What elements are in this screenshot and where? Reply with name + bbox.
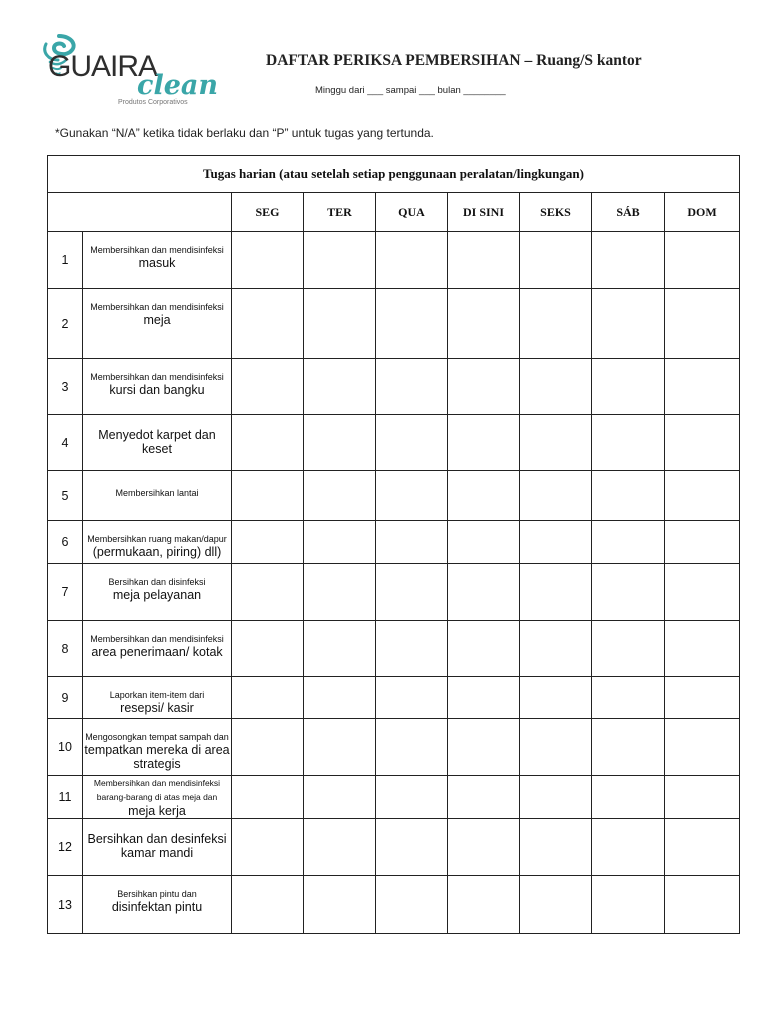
check-cell[interactable]: [232, 564, 304, 621]
check-cell[interactable]: [376, 359, 448, 415]
check-cell[interactable]: [592, 521, 665, 564]
check-cell[interactable]: [376, 776, 448, 819]
check-cell[interactable]: [665, 876, 740, 934]
task-number: 1: [48, 232, 83, 289]
check-cell[interactable]: [448, 564, 520, 621]
check-cell[interactable]: [520, 776, 592, 819]
check-cell[interactable]: [232, 876, 304, 934]
task-description: [83, 471, 232, 521]
task-description: [83, 232, 232, 289]
check-cell[interactable]: [376, 232, 448, 289]
day-header: SEG: [232, 193, 304, 232]
task-description: [83, 521, 232, 564]
task-number: 6: [48, 521, 83, 564]
table-row: [48, 677, 740, 719]
check-cell[interactable]: [232, 719, 304, 776]
task-description: [83, 819, 232, 876]
task-description: [83, 359, 232, 415]
check-cell[interactable]: [376, 521, 448, 564]
check-cell[interactable]: [232, 776, 304, 819]
check-cell[interactable]: [448, 776, 520, 819]
table-row: [48, 521, 740, 564]
day-header: DI SINI: [448, 193, 520, 232]
task-description: [83, 876, 232, 934]
check-cell[interactable]: [520, 719, 592, 776]
task-line-2: meja kerja: [128, 804, 186, 818]
check-cell[interactable]: [304, 719, 376, 776]
check-cell[interactable]: [304, 521, 376, 564]
check-cell[interactable]: [592, 776, 665, 819]
task-line-1: Membersihkan dan mendisinfeksi: [90, 372, 224, 382]
table-row: [48, 289, 740, 359]
check-cell[interactable]: [448, 471, 520, 521]
task-number: 12: [48, 819, 83, 876]
check-cell[interactable]: [665, 415, 740, 471]
check-cell[interactable]: [665, 719, 740, 776]
task-line-1: Bersihkan dan disinfeksi: [108, 577, 206, 587]
task-line-2: area penerimaan/ kotak: [91, 645, 223, 659]
check-cell[interactable]: [665, 819, 740, 876]
check-cell[interactable]: [592, 719, 665, 776]
check-cell[interactable]: [665, 521, 740, 564]
check-cell[interactable]: [376, 876, 448, 934]
task-description: [83, 621, 232, 677]
check-cell[interactable]: [592, 289, 665, 359]
task-number: 4: [48, 415, 83, 471]
check-cell[interactable]: [665, 621, 740, 677]
check-cell[interactable]: [520, 819, 592, 876]
check-cell[interactable]: [232, 819, 304, 876]
task-description: [83, 677, 232, 719]
check-cell[interactable]: [665, 564, 740, 621]
check-cell[interactable]: [448, 677, 520, 719]
check-cell[interactable]: [520, 471, 592, 521]
task-line-2: (permukaan, piring) dll): [92, 545, 222, 559]
task-line-2: kursi dan bangku: [109, 383, 205, 397]
task-line-1: Bersihkan pintu dan: [117, 889, 197, 899]
check-cell[interactable]: [304, 359, 376, 415]
task-description: [83, 564, 232, 621]
task-line-1: Membersihkan dan mendisinfeksi barang-barang di atas meja dan: [93, 778, 221, 802]
check-cell[interactable]: [592, 232, 665, 289]
task-number: 13: [48, 876, 83, 934]
check-cell[interactable]: [304, 564, 376, 621]
task-number: 5: [48, 471, 83, 521]
check-cell[interactable]: [520, 677, 592, 719]
check-cell[interactable]: [665, 677, 740, 719]
table-row: [48, 232, 740, 289]
task-column-header: [48, 193, 232, 232]
check-cell[interactable]: [592, 621, 665, 677]
check-cell[interactable]: [448, 359, 520, 415]
task-line-2: kamar mandi: [120, 846, 194, 860]
check-cell[interactable]: [376, 564, 448, 621]
task-number: 7: [48, 564, 83, 621]
task-line-2: masuk: [138, 256, 176, 270]
check-cell[interactable]: [448, 415, 520, 471]
check-cell[interactable]: [665, 289, 740, 359]
day-header: DOM: [665, 193, 740, 232]
check-cell[interactable]: [665, 776, 740, 819]
checklist-table: [47, 155, 740, 934]
check-cell[interactable]: [592, 359, 665, 415]
task-line-2: tempatkan mereka di area strategis: [84, 743, 230, 771]
table-row: [48, 471, 740, 521]
table-row: [48, 564, 740, 621]
check-cell[interactable]: [376, 621, 448, 677]
table-row: [48, 876, 740, 934]
check-cell[interactable]: [232, 677, 304, 719]
logo-tagline: Produtos Corporativos: [118, 99, 188, 106]
day-header: SÁB: [592, 193, 665, 232]
check-cell[interactable]: [448, 521, 520, 564]
table-row: [48, 359, 740, 415]
task-number: 3: [48, 359, 83, 415]
check-cell[interactable]: [448, 819, 520, 876]
task-description: [83, 289, 232, 359]
check-cell[interactable]: [376, 289, 448, 359]
check-cell[interactable]: [232, 289, 304, 359]
check-cell[interactable]: [520, 359, 592, 415]
check-cell[interactable]: [376, 471, 448, 521]
logo-brand-text: GUAIRA: [48, 50, 158, 83]
check-cell[interactable]: [520, 232, 592, 289]
check-cell[interactable]: [376, 719, 448, 776]
document-title: DAFTAR PERIKSA PEMBERSIHAN – Ruang/S kantor: [266, 52, 642, 69]
task-line-2: keset: [142, 442, 172, 456]
check-cell[interactable]: [520, 564, 592, 621]
check-cell[interactable]: [304, 677, 376, 719]
check-cell[interactable]: [520, 621, 592, 677]
check-cell[interactable]: [520, 876, 592, 934]
day-header: TER: [304, 193, 376, 232]
check-cell[interactable]: [232, 359, 304, 415]
task-description: [83, 776, 232, 819]
week-range-line: Minggu dari ___ sampai ___ bulan ________: [315, 85, 506, 96]
check-cell[interactable]: [304, 876, 376, 934]
check-cell[interactable]: [448, 719, 520, 776]
task-line-1: Mengosongkan tempat sampah dan: [85, 732, 229, 742]
table-row: [48, 415, 740, 471]
task-line-2: resepsi/ kasir: [120, 701, 194, 715]
task-line-1: Membersihkan dan mendisinfeksi: [90, 634, 224, 644]
task-line-2: meja pelayanan: [112, 588, 202, 602]
task-line-1: Menyedot karpet dan: [98, 428, 216, 442]
task-number: 2: [48, 289, 83, 359]
task-number: 8: [48, 621, 83, 677]
check-cell[interactable]: [448, 621, 520, 677]
check-cell[interactable]: [665, 359, 740, 415]
task-line-1: Membersihkan dan mendisinfeksi: [90, 302, 224, 312]
task-description: [83, 415, 232, 471]
check-cell[interactable]: [592, 471, 665, 521]
check-cell[interactable]: [592, 415, 665, 471]
check-cell[interactable]: [232, 621, 304, 677]
check-cell[interactable]: [665, 471, 740, 521]
task-line-1: Membersihkan lantai: [115, 488, 199, 498]
check-cell[interactable]: [376, 819, 448, 876]
day-header: QUA: [376, 193, 448, 232]
check-cell[interactable]: [304, 289, 376, 359]
check-cell[interactable]: [520, 521, 592, 564]
task-line-2: meja: [143, 313, 171, 327]
task-number: 10: [48, 719, 83, 776]
check-cell[interactable]: [232, 521, 304, 564]
check-cell[interactable]: [304, 621, 376, 677]
check-cell[interactable]: [232, 232, 304, 289]
task-line-1: Bersihkan dan desinfeksi: [87, 832, 227, 846]
check-cell[interactable]: [376, 677, 448, 719]
task-number: 9: [48, 677, 83, 719]
check-cell[interactable]: [304, 819, 376, 876]
check-cell[interactable]: [520, 289, 592, 359]
check-cell[interactable]: [376, 415, 448, 471]
task-number: 11: [48, 776, 83, 819]
check-cell[interactable]: [448, 232, 520, 289]
task-line-1: Membersihkan dan mendisinfeksi: [90, 245, 224, 255]
task-line-2: disinfektan pintu: [111, 900, 203, 914]
check-cell[interactable]: [592, 819, 665, 876]
table-row: [48, 776, 740, 819]
logo-script-text: clean: [137, 70, 218, 101]
table-row: [48, 719, 740, 776]
check-cell[interactable]: [592, 876, 665, 934]
table-header: Tugas harian (atau setelah setiap penggunaan peralatan/lingkungan): [48, 156, 740, 193]
check-cell[interactable]: [665, 232, 740, 289]
check-cell[interactable]: [304, 232, 376, 289]
check-cell[interactable]: [304, 471, 376, 521]
task-description: [83, 719, 232, 776]
company-logo: [38, 30, 218, 110]
check-cell[interactable]: [232, 471, 304, 521]
check-cell[interactable]: [520, 415, 592, 471]
table-row: [48, 621, 740, 677]
check-cell[interactable]: [304, 415, 376, 471]
table-row: [48, 819, 740, 876]
task-line-1: Membersihkan ruang makan/dapur: [87, 534, 227, 544]
check-cell[interactable]: [304, 776, 376, 819]
check-cell[interactable]: [232, 415, 304, 471]
check-cell[interactable]: [592, 677, 665, 719]
check-cell[interactable]: [448, 289, 520, 359]
day-header: SEKS: [520, 193, 592, 232]
check-cell[interactable]: [592, 564, 665, 621]
task-line-1: Laporkan item-item dari: [109, 690, 205, 700]
check-cell[interactable]: [448, 876, 520, 934]
usage-note: *Gunakan “N/A” ketika tidak berlaku dan “P” untuk tugas yang tertunda.: [55, 126, 434, 140]
